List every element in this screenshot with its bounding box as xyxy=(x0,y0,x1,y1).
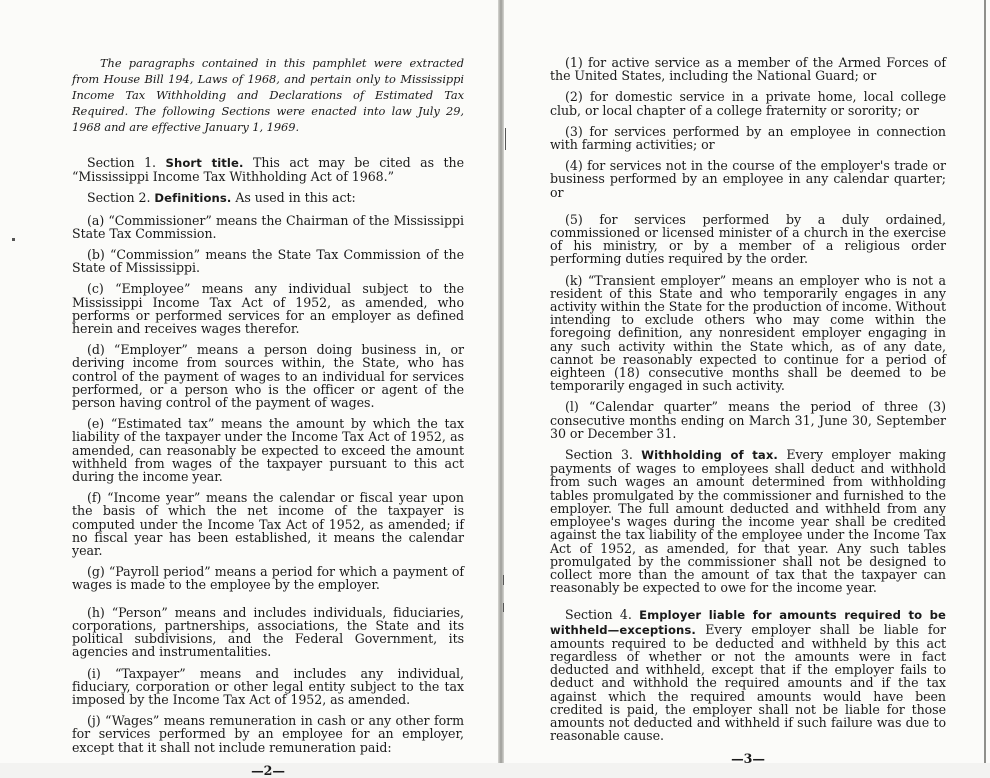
definition-d: (d) “Employer” means a person doing business in, or deriving income from sources within, the State, who has control of the payment of wages to an individual for services performed, or a person who is the officer or agent of the person having control of the payment of wages. xyxy=(72,342,464,411)
definition-a: (a) “Commissioner” means the Chairman of the Mississippi State Tax Commission. xyxy=(72,212,464,241)
page-edge-right xyxy=(984,0,986,763)
section-2-text: As used in this act: xyxy=(235,190,356,206)
definition-f: (f) “Income year” means the calendar or fiscal year upon the basis of which the net income of the taxpayer is computed under the Income Tax Act of 1952, as amended; if no fiscal year has been established, it means the calendar year. xyxy=(72,490,464,559)
section-2-title: Definitions. xyxy=(154,191,232,206)
definition-g: (g) “Payroll period” means a period for which a payment of wages is made to the employee by the employer. xyxy=(72,564,464,593)
page-number-right: —3— xyxy=(731,751,765,767)
section-3 xyxy=(550,448,946,594)
scan-speck xyxy=(503,603,504,612)
section-1 xyxy=(72,156,464,183)
section-4-title: Employer liable for amounts required to be withheld—exceptions. xyxy=(550,608,946,637)
right-page xyxy=(504,0,990,767)
section-1-number: Section 1. xyxy=(87,155,157,170)
section-2 xyxy=(72,191,464,205)
definition-e: (e) “Estimated tax” means the amount by which the tax liability of the taxpayer under the Income Tax Act of 1952, as amended, can reasonably be expected to exceed the amount withheld from wages of the taxpayer pursuant to this act during the income year. xyxy=(72,416,464,485)
definition-b: (b) “Commission” means the State Tax Commission of the State of Mississippi. xyxy=(72,247,464,276)
section-2-number: Section 2. xyxy=(87,190,151,206)
exclusion-item-1: (1) for active service as a member of the Armed Forces of the United States, including the National Guard; or xyxy=(550,55,946,84)
section-4-text: Every employer shall be liable for amounts required to be deducted and withheld by this act regardless of whether or not the amounts were in fact deducted and withheld, except that if the employer fails to deduct and withhold the required amounts and if the tax against which the required amounts would have been credited is paid, the employer shall not be liable for those amounts not deducted and withheld if such failure was due to reasonable cause. xyxy=(550,621,946,744)
section-3-title: Withholding of tax. xyxy=(641,448,778,463)
definition-h: (h) “Person” means and includes individuals, fiduciaries, corporations, partnerships, associations, the State and its political subdivisions, and the Federal Government, its agencies and instrumentalities. xyxy=(72,604,464,660)
definition-c: (c) “Employee” means any individual subject to the Mississippi Income Tax Act of 1952, as amended, who performs or performed services for an employer as defined herein and receives wages therefor. xyxy=(72,281,464,337)
definition-j: (j) “Wages” means remuneration in cash or any other form for services performed by an employee for an employer, except that it shall not include remuneration paid: xyxy=(72,713,464,755)
definition-l: (l) “Calendar quarter” means the period of three (3) consecutive months ending on March 31, June 30, September 30 or December 31. xyxy=(550,399,946,441)
section-4-number: Section 4. xyxy=(565,607,632,623)
exclusion-item-5: (5) for services performed by a duly ordained, commissioned or licensed minister of a church in the exercise of his ministry, or by a member of a religious order performing duties required by the order. xyxy=(550,211,946,267)
exclusion-item-4: (4) for services not in the course of the employer's trade or business performed by an employee in any calendar quarter; or xyxy=(550,158,946,200)
section-1-title: Short title. xyxy=(165,156,244,170)
section-3-number: Section 3. xyxy=(565,447,633,463)
intro-paragraph: The paragraphs contained in this pamphlet were extracted from House Bill 194, Laws of 1968, and pertain only to Mississippi Income Tax Withholding and Declarations of Estimated Tax Required. The following Sections were enacted into law July 29, 1968 and are effective January 1, 1969. xyxy=(72,56,464,134)
definition-i: (i) “Taxpayer” means and includes any individual, fiduciary, corporation or other legal entity subject to the tax imposed by the Income Tax Act of 1952, as amended. xyxy=(72,665,464,707)
section-3-text: Every employer making payments of wages to employees shall deduct and withhold from such wages an amount determined from withholding tables promulgated by the commissioner and furnished to the employer. The full amount deducted and withheld from any employee's wages during the income year shall be credited against the tax liability of the employee under the Income Tax Act of 1952, as amended, for that year. Any such tables promulgated by the commissioner shall not be designed to collect more than the amount of tax that the taxpayer can reasonably be expected to owe for the income year. xyxy=(550,447,946,596)
scan-speck xyxy=(12,238,15,241)
page-number-left: —2— xyxy=(251,762,285,778)
exclusion-item-3: (3) for services performed by an employee in connection with farming activities; or xyxy=(550,123,946,153)
scan-speck xyxy=(505,128,506,150)
section-1-text: This act may be cited as the “Mississippi Income Tax Withholding Act of 1968.” xyxy=(72,155,464,185)
scan-speck xyxy=(503,575,504,585)
definition-k: (k) “Transient employer” means an employer who is not a resident of this State and who temporarily engages in any activity within the State for the production of income. Without intending to exclude others who may come within the foregoing definition, any nonresident employer engaging in any such activity within the State which, as of any date, cannot be reasonably expected to continue for a period of eighteen (18) consecutive months shall be deemed to be temporarily engaged in such activity. xyxy=(550,272,946,394)
section-4 xyxy=(550,608,946,742)
exclusion-item-2: (2) for domestic service in a private home, local college club, or local chapter of a college fraternity or sorority; or xyxy=(550,89,946,118)
